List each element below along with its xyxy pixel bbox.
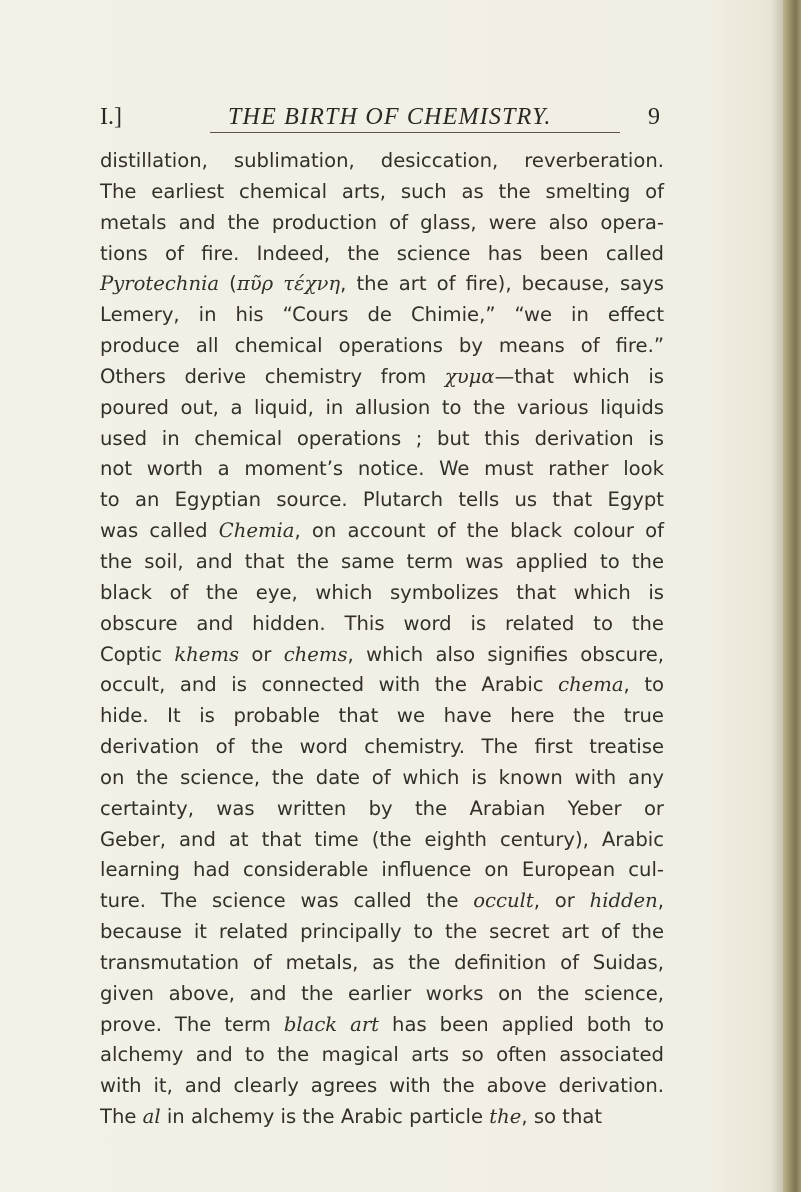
italic-text: black art [283, 1012, 380, 1036]
text-run: ( [219, 272, 237, 296]
text-run: certainty, was written by the Arabian Yeber or [100, 796, 664, 820]
text-run: , which also signifies obscure, [347, 642, 664, 666]
text-line [100, 269, 664, 300]
text-line [100, 701, 664, 732]
text-run: —that which is [494, 364, 664, 388]
text-line [100, 609, 664, 640]
text-line [100, 794, 664, 825]
running-title: THE BIRTH OF CHEMISTRY. [228, 104, 552, 130]
text-run: to an Egyptian source. Plutarch tells us that Egypt [100, 488, 664, 512]
page-number: 9 [648, 104, 660, 130]
text-line [100, 516, 664, 547]
text-run: Geber, and at that time (the eighth century), Arabic [100, 827, 664, 851]
text-run: not worth a moment’s notice. We must rather look [100, 457, 664, 481]
italic-text: Pyrotechnia [100, 272, 220, 296]
italic-text: the [489, 1105, 522, 1129]
text-line [100, 917, 664, 948]
text-run: , so that [521, 1105, 603, 1129]
text-line [100, 208, 664, 239]
text-line [100, 979, 664, 1010]
body-text [100, 146, 664, 1133]
text-run: alchemy and to the magical arts so often associated [100, 1043, 664, 1067]
text-run: derivation of the word chemistry. The first treatise [100, 735, 664, 759]
text-line [100, 670, 664, 701]
italic-text: hidden [589, 889, 658, 913]
text-line [100, 454, 664, 485]
text-run: The earliest chemical arts, such as the smelting of [100, 179, 664, 203]
text-run: Others derive chemistry from [100, 364, 445, 388]
italic-text: al [142, 1105, 161, 1129]
text-line [100, 825, 664, 856]
text-run: tions of fire. Indeed, the science has been called [100, 241, 664, 265]
chapter-marker: I.] [100, 104, 122, 130]
text-run: the soil, and that the same term was applied to the [100, 549, 664, 573]
text-line [100, 1010, 664, 1041]
text-run: prove. The term [100, 1012, 284, 1036]
italic-text: occult [473, 889, 534, 913]
text-run: , to [623, 673, 664, 697]
italic-text: chema [558, 673, 624, 697]
italic-text: πῦρ τέχνη [236, 272, 341, 296]
text-run: used in chemical operations ; but this derivation is [100, 426, 664, 450]
text-run: or [239, 642, 284, 666]
text-run: ture. The science was called the [100, 889, 474, 913]
text-line [100, 331, 664, 362]
text-run: because it related principally to the secret art of the [100, 920, 664, 944]
text-line [100, 547, 664, 578]
text-line [100, 362, 664, 393]
text-line [100, 239, 664, 270]
text-line [100, 177, 664, 208]
text-line [100, 1102, 664, 1133]
text-run: obscure and hidden. This word is related to the [100, 611, 664, 635]
text-line [100, 300, 664, 331]
book-spine-edge [783, 0, 801, 1192]
text-run: distillation, sublimation, desiccation, reverberation. [100, 149, 664, 172]
text-line [100, 578, 664, 609]
italic-text: chems [283, 642, 348, 666]
italic-text: khems [174, 642, 240, 666]
text-run: given above, and the earlier works on the science, [100, 981, 664, 1005]
text-line [100, 948, 664, 979]
text-run: , or [533, 889, 590, 913]
text-run: hide. It is probable that we have here the true [100, 704, 664, 728]
text-run: , on account of the black colour of [294, 519, 664, 543]
text-run: metals and the production of glass, were also opera- [100, 210, 664, 234]
text-run: has been applied both to [379, 1012, 664, 1036]
text-line [100, 393, 664, 424]
text-run: on the science, the date of which is known with any [100, 765, 664, 789]
text-line [100, 855, 664, 886]
text-line [100, 424, 664, 455]
text-line [100, 640, 664, 671]
text-run: transmutation of metals, as the definition of Suidas, [100, 950, 664, 974]
text-run: poured out, a liquid, in allusion to the various liquids [100, 395, 664, 419]
text-run: in alchemy is the Arabic particle [160, 1105, 490, 1129]
text-line [100, 763, 664, 794]
text-run: , [657, 889, 664, 913]
text-line [100, 485, 664, 516]
text-run: with it, and clearly agrees with the above derivation. [100, 1074, 664, 1098]
text-line [100, 732, 664, 763]
header-rule [210, 132, 620, 133]
text-run: produce all chemical operations by means of fire.” [100, 334, 664, 358]
text-run: was called [100, 519, 219, 543]
text-line [100, 146, 664, 177]
text-run: learning had considerable influence on European cul- [100, 858, 664, 882]
text-line [100, 1040, 664, 1071]
text-run: occult, and is connected with the Arabic [100, 673, 559, 697]
text-run: , the art of fire), because, says [340, 272, 664, 296]
text-run: Coptic [100, 642, 175, 666]
running-head [100, 104, 660, 134]
text-run: black of the eye, which symbolizes that which is [100, 580, 664, 604]
gutter-shadow [771, 0, 783, 1192]
text-run: The [100, 1105, 143, 1129]
italic-text: Chemia [218, 519, 295, 543]
text-run: Lemery, in his “Cours de Chimie,” “we in effect [100, 303, 664, 327]
text-line [100, 1071, 664, 1102]
italic-text: χυμα [444, 364, 495, 388]
text-line [100, 886, 664, 917]
